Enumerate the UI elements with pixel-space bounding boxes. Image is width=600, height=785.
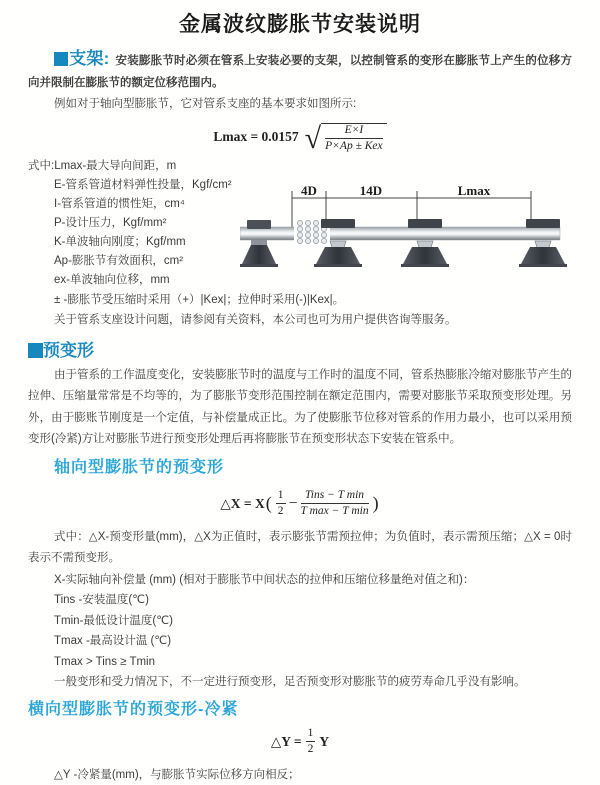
temperature-fraction xyxy=(301,489,369,518)
axial-formula xyxy=(28,487,572,521)
predeform-intro-paragraph: 由于管系的工作温度变化，安装膨胀节时的温度与工作时的温度不同，管系热膨胀冷缩对膨胀节产生的拉伸、压缩量常常是不均等的，为了膨胀节变形范围控制在额定范围内，需要对膨胀节采取预变形处理。另外，由于膨账节刚度是一个定值，与补偿量成正比。为了使膨胀节位移对管系的作用力最小，也可以采用预变形(冷紧)方让对膨胀节进行预变形处理后再将膨胀节在预变形状态下安装在管系中。 xyxy=(28,365,572,451)
left-paren: ( xyxy=(266,493,272,514)
lmax-formula-fraction xyxy=(321,123,387,153)
minus-sign: − xyxy=(289,495,298,513)
where-label: 式中: xyxy=(28,160,54,172)
lmax-formula xyxy=(28,121,572,154)
fraction-denominator: 2 xyxy=(276,504,286,518)
axial-where-paragraph: 式中：△X-预变形量(mm)，△X为正值时，表示膨张节需预拉伸；为负值时，表示需预压缩；△X = 0时表示不需预变形。 xyxy=(28,527,572,570)
definition-line: Tmax > Tins ≥ Tmin xyxy=(28,652,572,673)
fraction-numerator: Tins − T min xyxy=(301,489,369,504)
lmax-formula-denominator: P×Ap ± Kex xyxy=(325,139,383,153)
pm-note: ± -膨胀节受压缩时采用（+）|Kex|；拉伸时采用(-)|Kex|。 xyxy=(28,290,572,311)
lateral-formula xyxy=(28,727,572,757)
definition-line: Ap-膨胀节有效面积，cm² xyxy=(28,252,572,271)
support-intro-text: 安装膨胀节时必须在管系上安装必要的支架，以控制管系的变形在膨胀节上产生的位移方向并限制在膨胀节的额定位移范围内。 xyxy=(28,55,572,89)
support-example-line: 例如对于轴向型膨胀节，它对管系支座的基本要求如图所示: xyxy=(28,94,572,116)
definition-line xyxy=(28,157,572,176)
axial-formula-lhs: △X = X xyxy=(220,496,264,512)
lmax-formula-numerator: E×I xyxy=(325,124,383,139)
definition-line: Tmin-最低设计温度(℃) xyxy=(28,611,572,632)
fraction-numerator: 1 xyxy=(276,489,286,504)
definition-line: I-管系管道的惯性矩，cm⁴ xyxy=(28,195,572,214)
right-paren: ) xyxy=(373,493,379,514)
lmax-formula-lhs: Lmax = 0.0157 xyxy=(213,129,298,145)
definition-line: ex-单波轴向位移，mm xyxy=(28,271,572,290)
lateral-note: △Y -冷紧量(mm)，与膨胀节实际位移方向相反； xyxy=(28,765,572,785)
definition-line: Tins -安装温度(℃) xyxy=(28,590,572,611)
service-note: 关于管系支座设计问题，请参阅有关资料，本公司也可为用户提供咨询等服务。 xyxy=(28,310,572,331)
predeform-heading-text: 预变形 xyxy=(43,341,94,360)
section-bullet-icon xyxy=(54,52,68,66)
definition-line: K-单波轴向刚度；Kgf/mm xyxy=(28,233,572,252)
lateral-formula-lhs: △Y = xyxy=(271,734,302,750)
definition-text: Lmax-最大导向间距，m xyxy=(54,160,176,172)
dim-label-4d: 4D xyxy=(301,185,317,198)
axial-definition-list xyxy=(28,570,572,693)
sqrt-radical-icon: √ xyxy=(305,125,321,153)
definition-line: 一般变形和受力情况下，不一定进行预变形，足否预变形对膨胀节的疲劳寿命几乎没有影响。 xyxy=(28,672,572,693)
lateral-formula-rhs: Y xyxy=(319,734,329,750)
one-half-fraction xyxy=(306,727,316,756)
definition-line: E-管系管道材料弹性投量，Kgf/cm² xyxy=(28,176,572,195)
one-half-fraction xyxy=(276,489,286,518)
definition-line: P-设计压力，Kgf/mm² xyxy=(28,214,572,233)
definitions-and-diagram xyxy=(28,157,572,290)
dim-label-lmax: Lmax xyxy=(458,185,491,198)
support-section-heading: 支架: xyxy=(69,49,109,68)
page-title: 金属波纹膨胀节安装说明 xyxy=(28,12,572,38)
predeform-section-heading xyxy=(28,339,572,363)
dim-label-14d: 14D xyxy=(360,185,382,198)
fraction-denominator: 2 xyxy=(306,742,316,756)
guide-support xyxy=(519,219,567,267)
lateral-subsection-heading: 横向型膨胀节的预变形-冷紧 xyxy=(28,699,572,721)
guide-support xyxy=(401,219,449,267)
pipe xyxy=(240,227,560,240)
fraction-denominator: T max − T min xyxy=(301,504,369,518)
pipe-support-diagram xyxy=(240,185,590,285)
section-bullet-icon xyxy=(28,343,43,358)
axial-subsection-heading: 轴向型膨胀节的预变形 xyxy=(54,457,572,479)
fraction-numerator: 1 xyxy=(306,727,316,742)
definition-line: Tmax -最高设计温 (℃) xyxy=(28,631,572,652)
definition-line: X-实际轴向补偿量 (mm) (相对于膨胀节中间状态的拉伸和压缩位移量绝对值之和)： xyxy=(28,570,572,591)
support-intro-paragraph xyxy=(28,48,572,94)
